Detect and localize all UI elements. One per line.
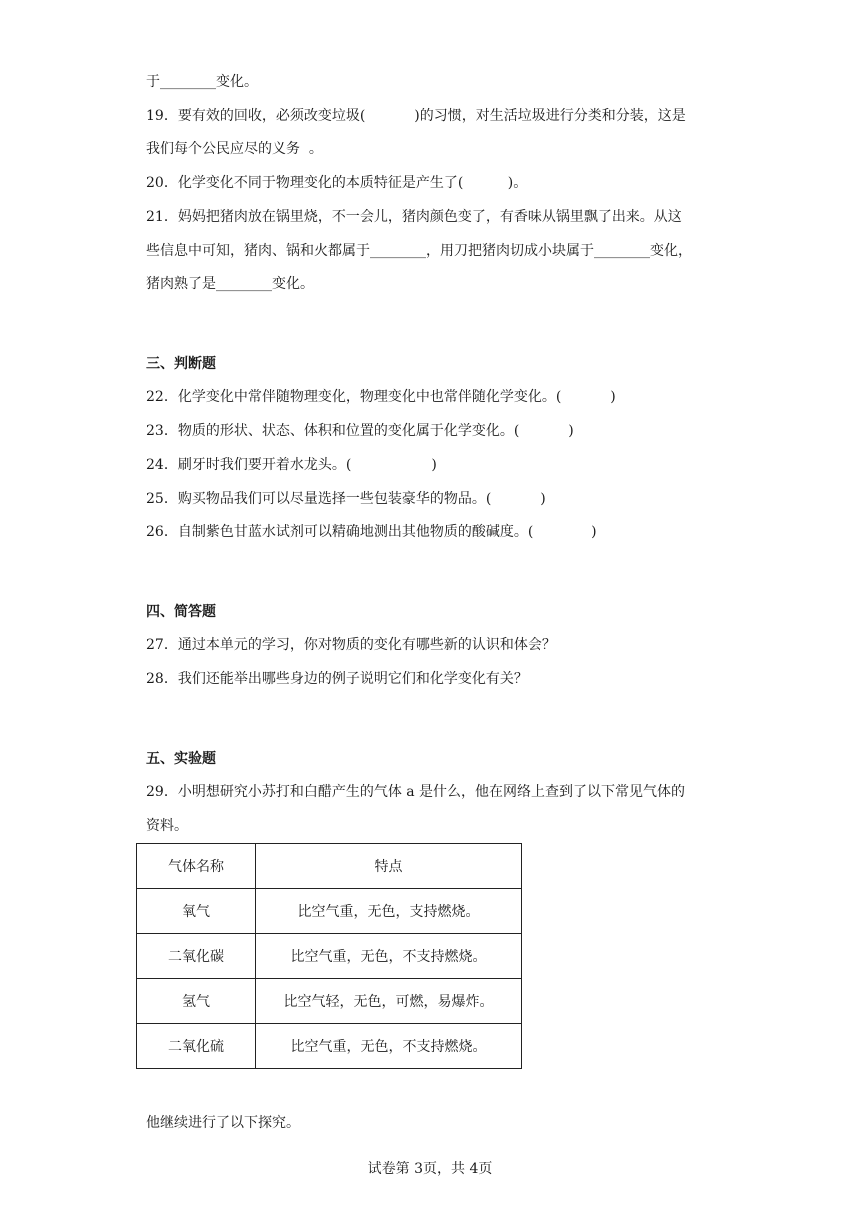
question-29-line-1: 29．小明想研究小苏打和白醋产生的气体 a 是什么，他在网络上查到了以下常见气体的 xyxy=(146,784,686,800)
question-26: 26．自制紫色甘蓝水试剂可以精确地测出其他物质的酸碱度。( ) xyxy=(146,524,597,540)
table-row xyxy=(137,979,522,1024)
question-19-line-2: 我们每个公民应尽的义务 。 xyxy=(146,141,323,157)
after-table-text: 他继续进行了以下探究。 xyxy=(146,1115,300,1131)
question-28: 28．我们还能举出哪些身边的例子说明它们和化学变化有关？ xyxy=(146,671,528,687)
section-heading-short-answer: 四、简答题 xyxy=(146,604,216,620)
question-21-line-1: 21．妈妈把猪肉放在锅里烧，不一会儿，猪肉颜色变了，有香味从锅里飘了出来。从这 xyxy=(146,209,682,225)
question-23: 23．物质的形状、状态、体积和位置的变化属于化学变化。( ) xyxy=(146,423,574,439)
question-25: 25．购买物品我们可以尽量选择一些包装豪华的物品。( ) xyxy=(146,491,546,507)
gas-properties-table xyxy=(136,843,522,1069)
question-19-line-1: 19．要有效的回收，必须改变垃圾( )的习惯，对生活垃圾进行分类和分装，这是 xyxy=(146,108,686,124)
table-cell-feature: 比空气重，无色，不支持燃烧。 xyxy=(256,934,522,979)
question-21-line-3: 猪肉熟了是________变化。 xyxy=(146,276,314,292)
question-24: 24．刷牙时我们要开着水龙头。( ) xyxy=(146,457,437,473)
table-header-gas-name: 气体名称 xyxy=(137,844,256,889)
table-header-row xyxy=(137,844,522,889)
table-header-features: 特点 xyxy=(256,844,522,889)
table-cell-feature: 比空气重，无色，支持燃烧。 xyxy=(256,889,522,934)
table-cell-gas: 氧气 xyxy=(137,889,256,934)
page-footer: 试卷第 3页，共 4页 xyxy=(367,1161,493,1177)
table-row xyxy=(137,934,522,979)
table-cell-feature: 比空气重，无色，不支持燃烧。 xyxy=(256,1024,522,1069)
question-20: 20．化学变化不同于物理变化的本质特征是产生了( )。 xyxy=(146,175,528,191)
question-22: 22．化学变化中常伴随物理变化，物理变化中也常伴随化学变化。( ) xyxy=(146,389,616,405)
table-cell-gas: 氢气 xyxy=(137,979,256,1024)
table-cell-gas: 二氧化碳 xyxy=(137,934,256,979)
section-heading-experiment: 五、实验题 xyxy=(146,751,216,767)
question-27: 27．通过本单元的学习，你对物质的变化有哪些新的认识和体会？ xyxy=(146,637,556,653)
section-heading-judgment: 三、判断题 xyxy=(146,356,216,372)
question-21-line-2: 些信息中可知，猪肉、锅和火都属于________，用刀把猪肉切成小块属于________变化， xyxy=(146,243,692,259)
table-cell-feature: 比空气轻，无色，可燃，易爆炸。 xyxy=(256,979,522,1024)
table-row xyxy=(137,1024,522,1069)
table-cell-gas: 二氧化硫 xyxy=(137,1024,256,1069)
question-29-line-2: 资料。 xyxy=(146,818,188,834)
table-row xyxy=(137,889,522,934)
question-18-continuation: 于________变化。 xyxy=(146,74,258,90)
